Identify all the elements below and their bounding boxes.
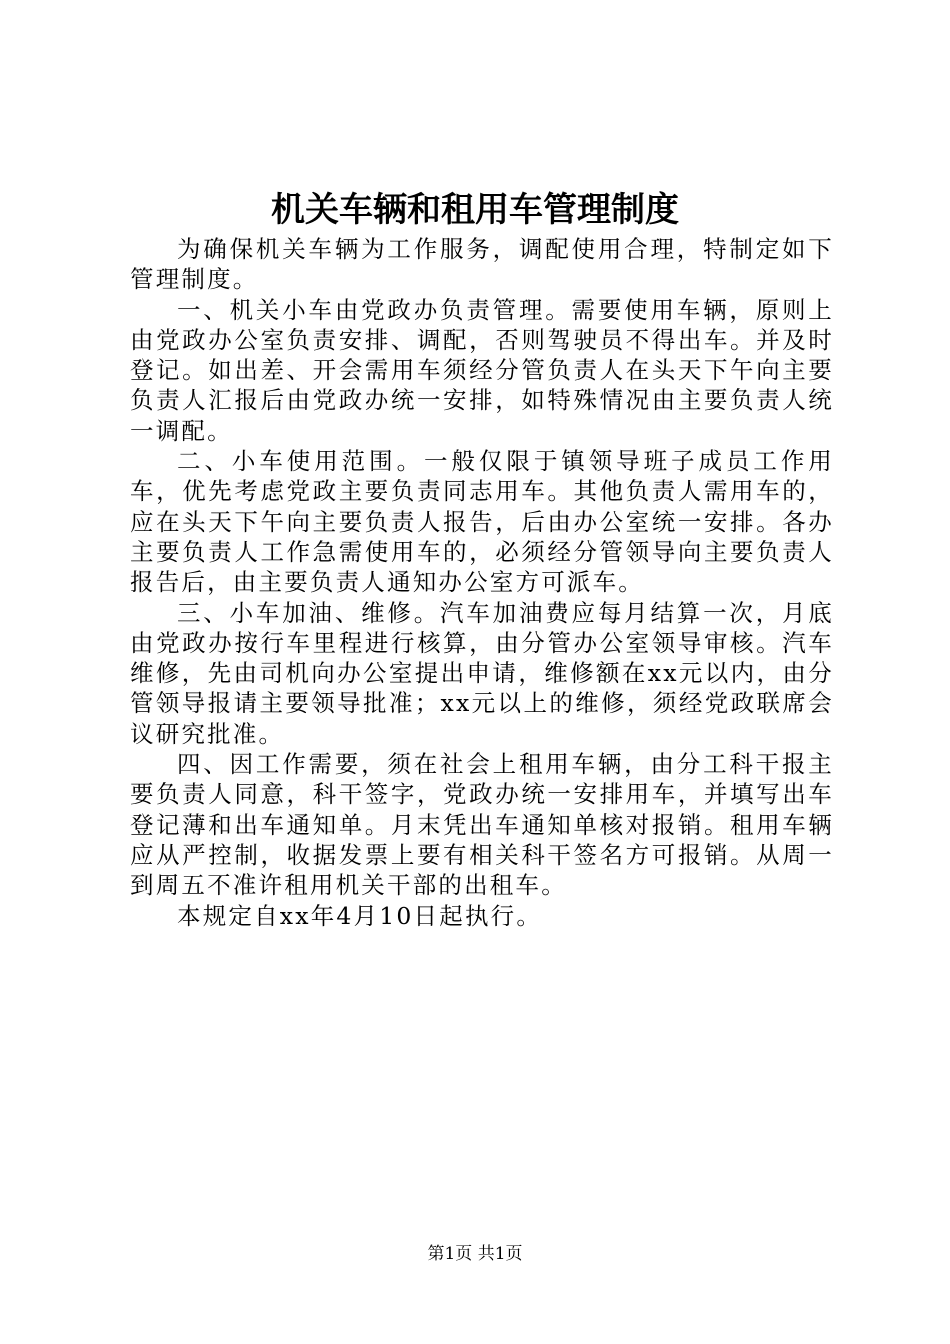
paragraph-rule-4: 四、因工作需要，须在社会上租用车辆，由分工科干报主要负责人同意，科干签字，党政办统一安排用车，并填写出车登记薄和出车通知单。月末凭出车通知单核对报销。租用车辆应从严控制，收据发票上要有相关科干签名方可报销。从周一到周五不准许租用机关干部的出租车。 — [130, 750, 834, 900]
document-title: 机关车辆和租用车管理制度 — [271, 190, 679, 230]
paragraph-rule-1: 一、机关小车由党政办负责管理。需要使用车辆，原则上由党政办公室负责安排、调配，否则驾驶员不得出车。并及时登记。如出差、开会需用车须经分管负责人在头天下午向主要负责人汇报后由党政办统一安排，如特殊情况由主要负责人统一调配。 — [130, 295, 834, 445]
document-body — [130, 234, 834, 931]
page-number-footer: 第1页 共1页 — [427, 1244, 523, 1264]
paragraph-effective-date: 本规定自xx年4月10日起执行。 — [177, 901, 543, 930]
paragraph-intro: 为确保机关车辆为工作服务，调配使用合理，特制定如下管理制度。 — [130, 235, 834, 294]
paragraph-rule-3: 三、小车加油、维修。汽车加油费应每月结算一次，月底由党政办按行车里程进行核算，由分管办公室领导审核。汽车维修，先由司机向办公室提出申请，维修额在xx元以内，由分管领导报请主要领导批准；xx元以上的维修，须经党政联席会议研究批准。 — [130, 598, 834, 748]
paragraph-rule-2: 二、小车使用范围。一般仅限于镇领导班子成员工作用车，优先考虑党政主要负责同志用车。其他负责人需用车的，应在头天下午向主要负责人报告，后由办公室统一安排。各办主要负责人工作急需使用车的，必须经分管领导向主要负责人报告后，由主要负责人通知办公室方可派车。 — [130, 447, 834, 597]
